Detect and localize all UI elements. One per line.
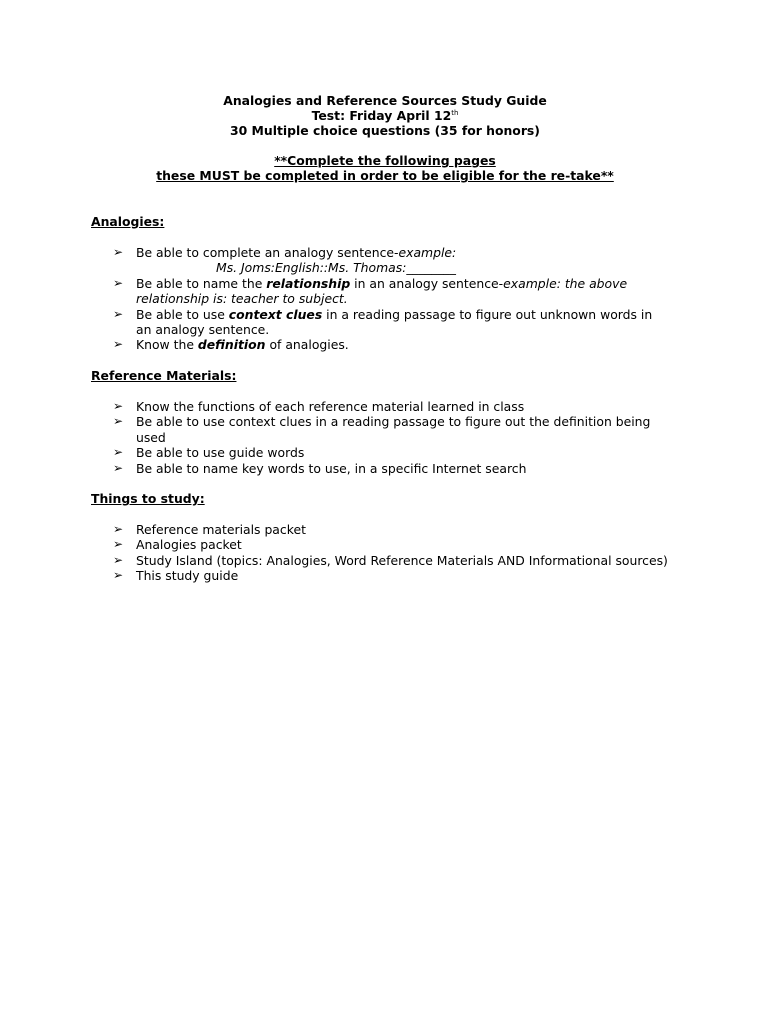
list-item: [0, 568, 676, 583]
item-text: This study guide: [136, 568, 239, 584]
arrow-bullet-icon: ➢: [113, 399, 124, 413]
reference-list: [0, 399, 676, 476]
test-date: [0, 108, 770, 123]
item-text: Be able to use context clues in a reading passage to figure out the definition being used: [136, 414, 651, 445]
item-text: Be able to name key words to use, in a specific Internet search: [136, 460, 527, 476]
arrow-bullet-icon: ➢: [113, 537, 124, 552]
analogies-list: [0, 245, 676, 353]
list-item: [0, 553, 676, 568]
document-title: Analogies and Reference Sources Study Guide: [223, 93, 547, 108]
notice-line-2: these MUST be completed in order to be eligible for the re-take**: [156, 168, 614, 184]
list-item: [0, 445, 676, 460]
arrow-bullet-icon: ➢: [113, 245, 124, 259]
list-item: [0, 307, 676, 338]
document-header: [0, 93, 770, 139]
arrow-bullet-icon: ➢: [113, 460, 124, 475]
completion-notice: [0, 153, 770, 183]
ordinal-suffix: th: [451, 109, 459, 118]
arrow-bullet-icon: ➢: [113, 445, 124, 460]
item-text: Be able to use: [136, 306, 229, 322]
item-italic: example:: [398, 245, 457, 260]
notice-line-1: **Complete the following pages: [274, 153, 496, 168]
item-text: Know the: [136, 337, 198, 353]
item-text: Reference materials packet: [136, 522, 306, 537]
study-list: [0, 522, 676, 584]
list-item: [0, 399, 676, 414]
list-item: [0, 414, 676, 445]
item-text: Study Island (topics: Analogies, Word Reference Materials AND Informational sources): [136, 552, 668, 568]
arrow-bullet-icon: ➢: [113, 414, 124, 429]
analogies-heading: Analogies:: [91, 214, 165, 229]
analogy-example: [136, 260, 676, 275]
arrow-bullet-icon: ➢: [113, 275, 124, 290]
list-item: [0, 461, 676, 476]
item-text: Be able to complete an analogy sentence-: [136, 245, 399, 260]
arrow-bullet-icon: ➢: [113, 568, 124, 583]
arrow-bullet-icon: ➢: [113, 522, 124, 536]
item-italic: relationship is: teacher to subject.: [136, 291, 348, 307]
item-text: Be able to use guide words: [136, 445, 305, 461]
item-text: an analogy sentence.: [136, 322, 270, 338]
reference-heading: Reference Materials:: [91, 368, 237, 383]
item-emphasis: definition: [197, 337, 266, 353]
item-text: of analogies.: [265, 337, 349, 353]
item-text: in a reading passage to figure out unknown words in: [322, 306, 653, 322]
item-italic: example: the above: [503, 275, 628, 291]
item-text: in an analogy sentence-: [350, 275, 504, 291]
item-text: Analogies packet: [136, 537, 242, 553]
list-item: [0, 537, 676, 552]
list-item: [0, 522, 676, 537]
arrow-bullet-icon: ➢: [113, 306, 124, 321]
example-text: Ms. Joms:English::Ms. Thomas:________: [216, 260, 456, 276]
arrow-bullet-icon: ➢: [113, 337, 124, 352]
list-item: [0, 276, 676, 307]
question-count: 30 Multiple choice questions (35 for honors): [230, 123, 540, 139]
list-item: [0, 245, 676, 276]
item-text: Know the functions of each reference material learned in class: [136, 399, 525, 414]
item-emphasis: relationship: [266, 275, 351, 291]
test-date-text: Test: Friday April 12: [311, 108, 452, 124]
item-text: Be able to name the: [136, 275, 267, 291]
item-emphasis: context clues: [228, 306, 323, 322]
study-heading: Things to study:: [91, 491, 205, 506]
list-item: [0, 337, 676, 352]
arrow-bullet-icon: ➢: [113, 552, 124, 567]
